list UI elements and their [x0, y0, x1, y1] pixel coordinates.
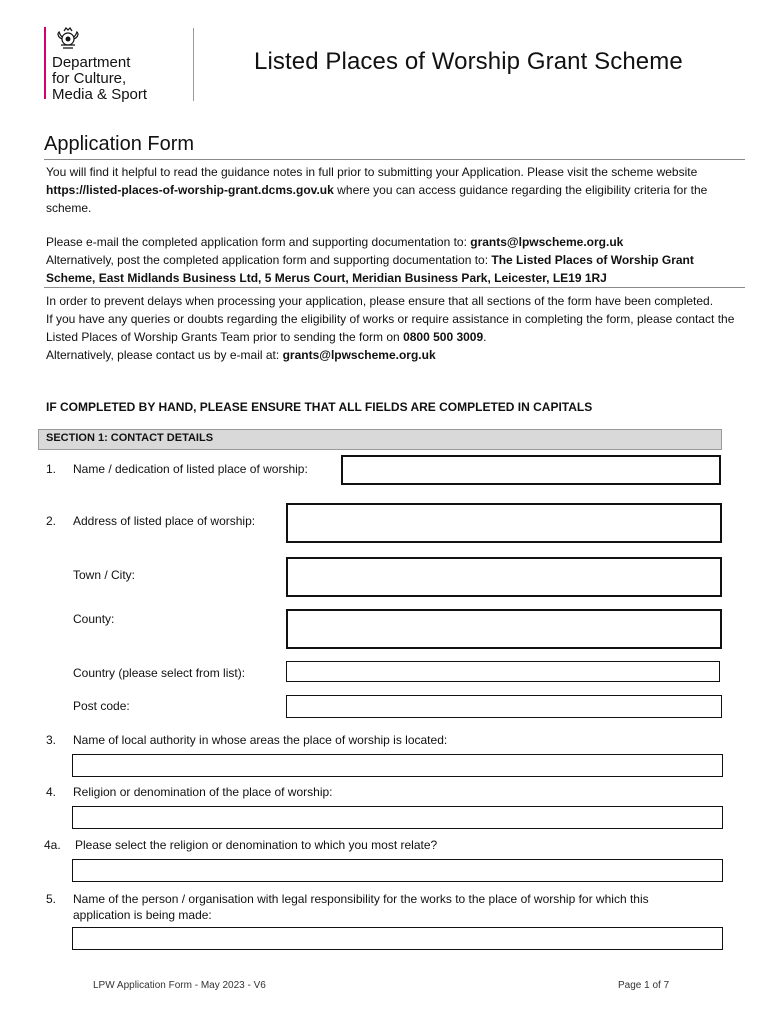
intro-p4-text-b: .: [483, 330, 487, 344]
q2-label: Address of listed place of worship:: [73, 514, 256, 528]
document-title: Listed Places of Worship Grant Scheme: [254, 48, 683, 75]
q3-label: Name of local authority in whose areas the place of worship is located:: [73, 733, 448, 747]
q4a-label: Please select the religion or denomination to which you most relate?: [75, 838, 438, 852]
intro-p3-text: In order to prevent delays when processing your application, please ensure that all sections of the form have been completed.: [46, 294, 714, 308]
intro-p1-text-b: where you can access guidance regarding the eligibility criteria for the scheme.: [46, 183, 708, 215]
q1-number: 1.: [46, 462, 57, 476]
address-rule: [44, 287, 745, 288]
postcode-field[interactable]: [286, 695, 722, 718]
intro-p2-text-a: Please e-mail the completed application form and supporting documentation to:: [46, 235, 471, 249]
postal-address: The Listed Places of Worship Grant Scheme, East Midlands Business Ltd, 5 Merus Court, Meridian Business Park, Leicester, LE19 1RJ: [46, 253, 694, 285]
q4a-number: 4a.: [44, 838, 61, 852]
section-1-title: SECTION 1: CONTACT DETAILS: [46, 432, 214, 444]
religion-denomination-field[interactable]: [72, 806, 723, 829]
form-heading: Application Form: [44, 133, 195, 155]
dept-name-line-3: Media & Sport: [52, 86, 148, 103]
grants-email-link[interactable]: grants@lpwscheme.org.uk: [470, 235, 624, 249]
q5-number: 5.: [46, 892, 57, 906]
header-divider: [193, 28, 194, 101]
town-label: Town / City:: [73, 568, 136, 582]
address-field[interactable]: [286, 503, 722, 543]
county-field[interactable]: [286, 609, 722, 649]
q3-number: 3.: [46, 733, 57, 747]
dept-name-line-1: Department: [52, 54, 131, 71]
intro-p1-text-a: You will find it helpful to read the guidance notes in full prior to submitting your Application. Please visit the scheme website: [46, 165, 698, 179]
related-religion-select[interactable]: [72, 859, 723, 882]
footer-version: LPW Application Form - May 2023 - V6: [93, 980, 266, 991]
dept-name-line-2: for Culture,: [52, 70, 127, 87]
heading-rule: [44, 159, 745, 160]
intro-paragraph-1: [46, 163, 746, 217]
country-label: Country (please select from list):: [73, 666, 246, 680]
postcode-label: Post code:: [73, 699, 130, 713]
q5-label-line-2: application is being made:: [73, 908, 212, 922]
q4-number: 4.: [46, 785, 57, 799]
capitals-instruction: IF COMPLETED BY HAND, PLEASE ENSURE THAT ALL FIELDS ARE COMPLETED IN CAPITALS: [46, 400, 593, 414]
county-label: County:: [73, 612, 115, 626]
q4-label: Religion or denomination of the place of worship:: [73, 785, 333, 799]
royal-crest-icon: [53, 26, 83, 52]
intro-p2-text-b: Alternatively, post the completed application form and supporting documentation to:: [46, 253, 492, 267]
town-city-field[interactable]: [286, 557, 722, 597]
local-authority-field[interactable]: [72, 754, 723, 777]
country-select[interactable]: [286, 661, 720, 682]
q2-number: 2.: [46, 514, 57, 528]
contact-email-link[interactable]: grants@lpwscheme.org.uk: [282, 348, 436, 362]
contact-phone: 0800 500 3009: [403, 330, 484, 344]
intro-paragraph-2: [46, 233, 746, 287]
scheme-website-link[interactable]: https://listed-places-of-worship-grant.dcms.gov.uk: [46, 183, 334, 197]
footer-page-number: Page 1 of 7: [618, 980, 670, 991]
q5-label-line-1: Name of the person / organisation with legal responsibility for the works to the place of worship for which this: [73, 892, 649, 906]
place-of-worship-name-field[interactable]: [341, 455, 721, 485]
intro-paragraph-3: [46, 292, 746, 364]
logo-accent-bar: [44, 27, 46, 99]
intro-p4-text-a: If you have any queries or doubts regarding the eligibility of works or require assistance in completing the form, please contact the Listed Places of Worship Grants Team prior to sending the form on: [46, 312, 735, 344]
intro-p5-text-a: Alternatively, please contact us by e-mail at:: [46, 348, 283, 362]
q1-label: Name / dedication of listed place of worship:: [73, 462, 308, 476]
legal-responsibility-field[interactable]: [72, 927, 723, 950]
